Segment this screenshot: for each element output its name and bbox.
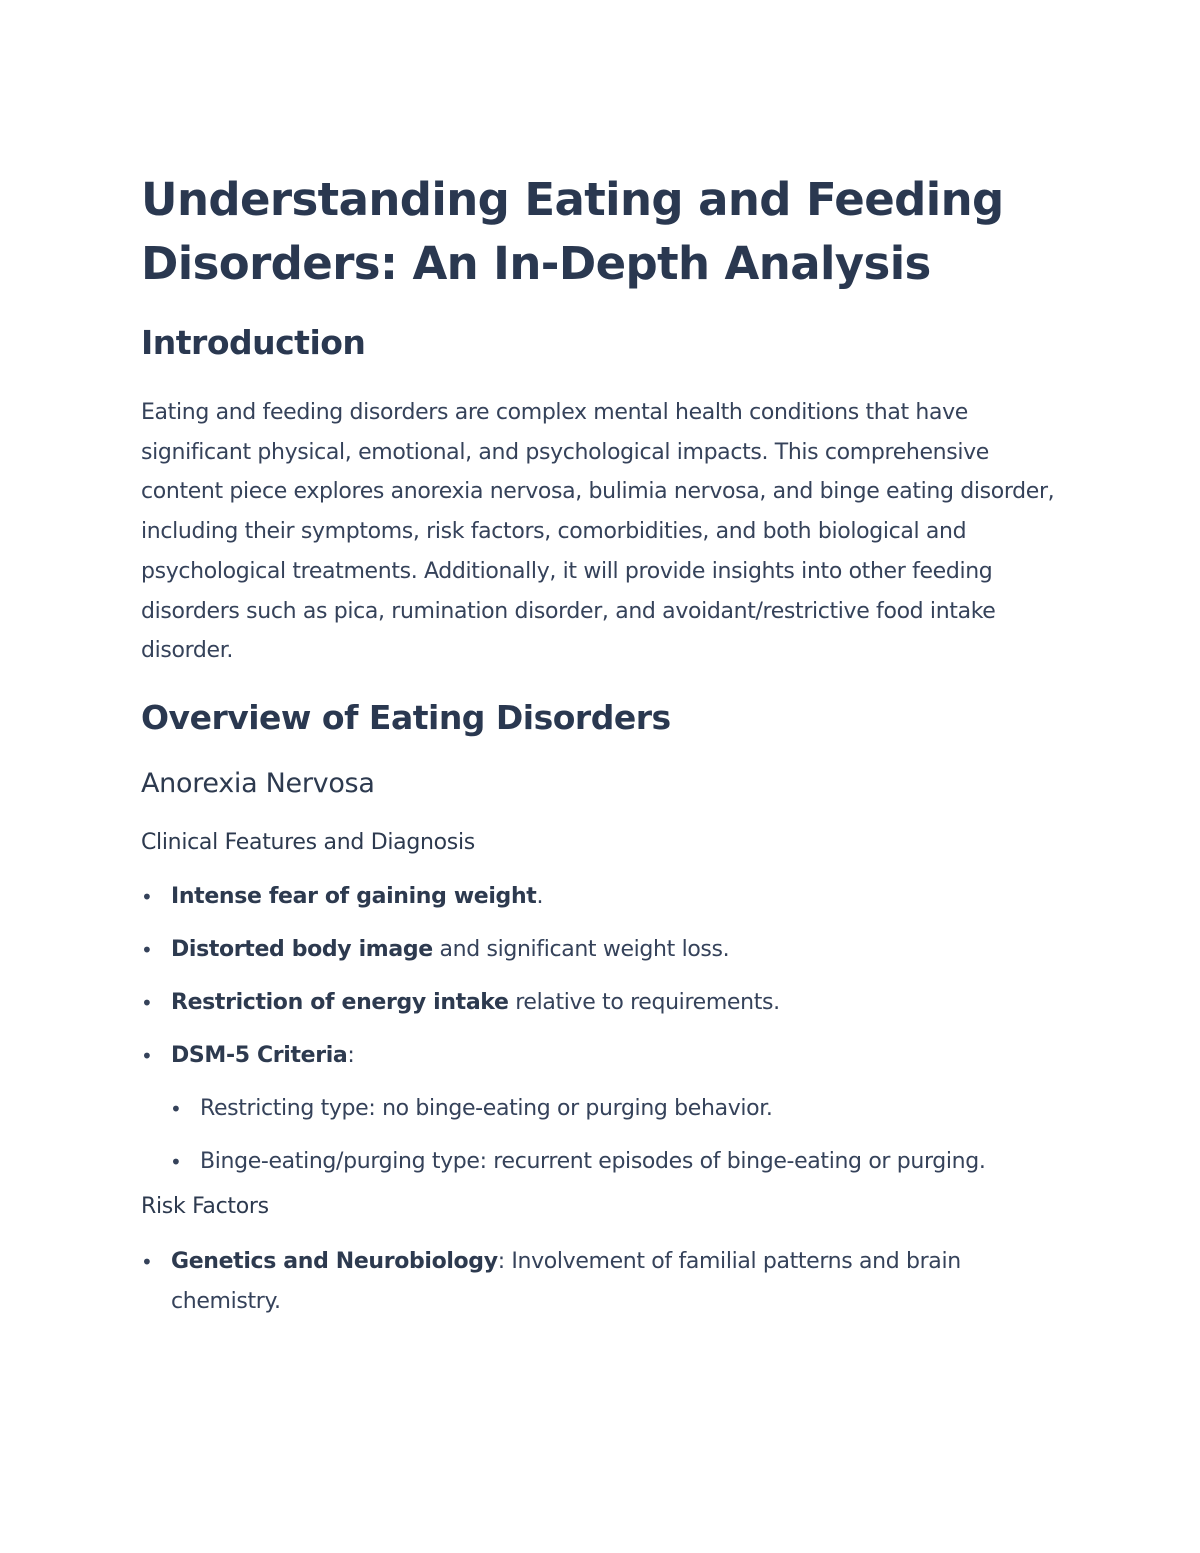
bullet-icon: • [141,884,153,909]
list-item-bold: DSM-5 Criteria [171,1042,348,1068]
document-page [141,168,1061,1322]
bullet-icon: • [141,990,153,1015]
list-item-text: relative to requirements. [508,989,780,1015]
bullet-icon: • [170,1096,182,1121]
dsm-criteria-sublist [141,1089,1061,1182]
clinical-features-heading: Clinical Features and Diagnosis [141,829,475,855]
list-item [141,1242,1061,1322]
list-item-text: : Involvement of familial patterns and brain chemistry. [171,1248,961,1314]
sub-list-item [141,1142,1061,1182]
risk-factors-list [141,1242,1061,1322]
list-item [141,983,1061,1023]
introduction-paragraph: Eating and feeding disorders are complex mental health conditions that have significant physical, emotional, and psychological impacts. This comprehensive content piece explores anorexia nervosa, bulimia nervosa, and binge eating disorder, including their symptoms, risk factors, comorbidities, and both biological and psychological treatments. Additionally, it will provide insights into other feeding disorders such as pica, rumination disorder, and avoidant/restrictive food intake disorder. [141,400,1055,664]
sub-list-item-text: Restricting type: no binge-eating or purging behavior. [200,1095,773,1121]
list-item-bold: Genetics and Neurobiology [171,1248,498,1274]
anorexia-heading: Anorexia Nervosa [141,767,375,799]
introduction-heading: Introduction [141,323,366,362]
bullet-icon: • [170,1149,182,1174]
list-item-bold: Intense fear of gaining weight [171,883,537,909]
list-item [141,1036,1061,1076]
overview-heading: Overview of Eating Disorders [141,697,671,737]
sub-list-item [141,1089,1061,1129]
bullet-icon: • [141,937,153,962]
list-item-text: and significant weight loss. [432,936,730,962]
document-title: Understanding Eating and Feeding Disorders: An In-Depth Analysis [141,173,1004,290]
sub-list-item-text: Binge-eating/purging type: recurrent episodes of binge-eating or purging. [200,1148,986,1174]
risk-factors-heading: Risk Factors [141,1193,269,1219]
list-item [141,877,1061,917]
bullet-icon: • [141,1043,153,1068]
list-item-bold: Distorted body image [171,936,433,962]
list-item-bold: Restriction of energy intake [171,989,509,1015]
list-item-text: : [347,1042,355,1068]
clinical-features-list [141,877,1061,1076]
list-item [141,930,1061,970]
list-item-text: . [536,883,544,909]
bullet-icon: • [141,1249,153,1274]
